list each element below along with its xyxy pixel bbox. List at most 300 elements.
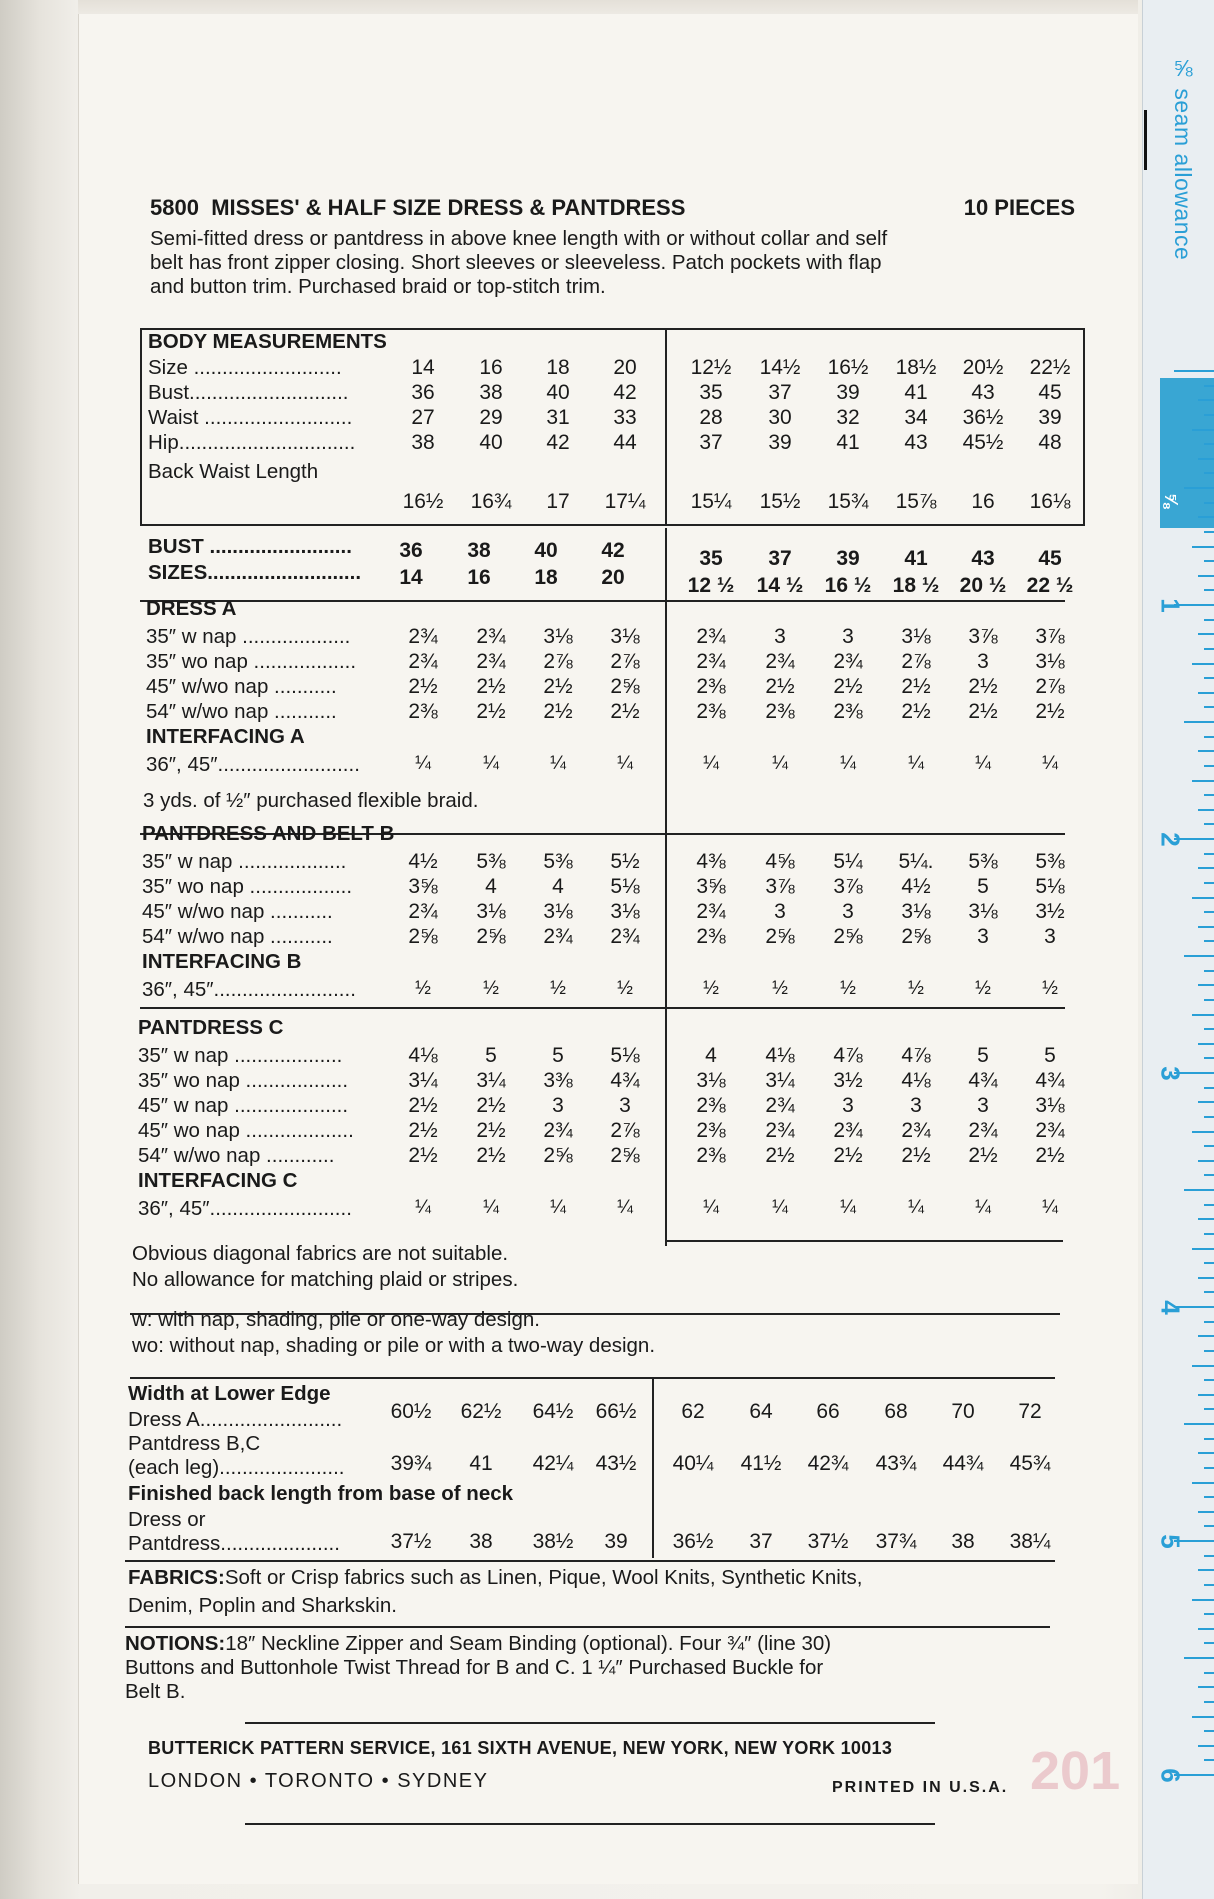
half-size-value: 3⅞ bbox=[1035, 625, 1065, 648]
half-size-value: ¼ bbox=[703, 1197, 719, 1218]
ruler-tick bbox=[1204, 1204, 1214, 1206]
misses-value: 3⅛ bbox=[543, 900, 573, 923]
half-size-value: 30 bbox=[768, 406, 792, 429]
half-size-value: 3¼ bbox=[765, 1069, 795, 1092]
misses-value: 2¾ bbox=[408, 650, 438, 673]
misses-value: 2⅝ bbox=[543, 1144, 573, 1167]
misses-value: ½ bbox=[617, 978, 633, 999]
misses-value: ¼ bbox=[617, 1197, 633, 1218]
notions-line-3: Belt B. bbox=[125, 1680, 186, 1703]
misses-value: 3¼ bbox=[408, 1069, 438, 1092]
ruler-tick bbox=[1204, 882, 1214, 884]
half-size-value: 5¼ bbox=[833, 850, 863, 873]
half-size-value: ½ bbox=[1042, 978, 1058, 999]
ruler-tick bbox=[1204, 999, 1214, 1001]
misses-value: 17 bbox=[546, 490, 570, 513]
misses-value: 2⅝ bbox=[610, 675, 640, 698]
misses-value: 3 bbox=[552, 1094, 564, 1117]
ruler-tick bbox=[1204, 1672, 1214, 1674]
row-label: 45″ w/wo nap ........... bbox=[146, 675, 337, 698]
ruler-number: 6 bbox=[1155, 1768, 1186, 1783]
ruler-tick bbox=[1198, 1043, 1214, 1045]
ruler-tick bbox=[1204, 1613, 1214, 1615]
misses-value: 16½ bbox=[402, 490, 444, 513]
pant-width-label-2: (each leg)...................... bbox=[128, 1456, 345, 1479]
misses-value: ½ bbox=[550, 978, 566, 999]
misses-value: 2½ bbox=[476, 1119, 506, 1142]
ruler-tick bbox=[1198, 1160, 1214, 1162]
half-size-value: ½ bbox=[908, 978, 924, 999]
size-value: 16 ½ bbox=[824, 574, 872, 597]
misses-value: 42 bbox=[546, 431, 570, 454]
finished-label-1: Dress or bbox=[128, 1508, 206, 1531]
half-size-value: 3 bbox=[774, 900, 786, 923]
half-size-value: 37 bbox=[749, 1530, 773, 1553]
rule-dress-a bbox=[140, 600, 1065, 602]
ruler-tick bbox=[1204, 1467, 1214, 1469]
misses-value: 2¾ bbox=[543, 925, 573, 948]
size-value: 22 ½ bbox=[1026, 574, 1074, 597]
half-size-value: 2½ bbox=[1035, 1144, 1065, 1167]
half-size-value: ¼ bbox=[1042, 1197, 1058, 1218]
misses-value: 5⅜ bbox=[476, 850, 506, 873]
ruler-tick bbox=[1192, 1482, 1214, 1484]
publisher-address: BUTTERICK PATTERN SERVICE, 161 SIXTH AVENUE, NEW YORK, NEW YORK 10013 bbox=[148, 1738, 893, 1758]
notions-line-2: Buttons and Buttonhole Twist Thread for B and C. 1 ¼″ Purchased Buckle for bbox=[125, 1656, 824, 1679]
ruler-tick bbox=[1204, 1555, 1214, 1557]
def-wo: wo: without nap, shading or pile or with a two-way design. bbox=[132, 1334, 656, 1357]
rule-fabrics bbox=[125, 1560, 1055, 1562]
ruler-tick bbox=[1204, 940, 1214, 942]
half-size-value: ½ bbox=[840, 978, 856, 999]
misses-value: 2⅞ bbox=[543, 650, 573, 673]
bust-value: 39 bbox=[836, 547, 860, 570]
half-size-value: 3⅛ bbox=[696, 1069, 726, 1092]
ruler-tick bbox=[1198, 867, 1214, 869]
ruler-tick bbox=[1174, 370, 1214, 372]
half-size-value: 43¾ bbox=[875, 1452, 917, 1475]
ruler-tick bbox=[1184, 1189, 1214, 1191]
ruler-tick bbox=[1204, 414, 1214, 416]
row-label: 35″ w nap ................... bbox=[146, 625, 351, 648]
half-size-value: 37¾ bbox=[875, 1530, 917, 1553]
row-label: 35″ wo nap .................. bbox=[138, 1069, 349, 1092]
half-size-value: 4¾ bbox=[968, 1069, 998, 1092]
misses-value: 38 bbox=[479, 381, 503, 404]
half-size-value: 36½ bbox=[962, 406, 1004, 429]
ruler-tick bbox=[1198, 926, 1214, 928]
ruler-tick bbox=[1204, 1525, 1214, 1527]
half-size-value: 68 bbox=[884, 1400, 908, 1423]
half-size-value: 70 bbox=[951, 1400, 975, 1423]
misses-value: 41 bbox=[469, 1452, 493, 1475]
half-size-value: 2½ bbox=[833, 675, 863, 698]
bust-value: 42 bbox=[601, 539, 625, 562]
ruler-tick bbox=[1204, 1262, 1214, 1264]
misses-value: 16 bbox=[479, 356, 503, 379]
misses-value: 64½ bbox=[532, 1400, 574, 1423]
half-size-value: 2⅝ bbox=[833, 925, 863, 948]
misses-value: 2½ bbox=[408, 1144, 438, 1167]
misses-value: 4 bbox=[485, 875, 497, 898]
ruler-tick bbox=[1198, 1686, 1214, 1688]
misses-value: ¼ bbox=[550, 1197, 566, 1218]
half-size-value: 2⅜ bbox=[696, 925, 726, 948]
misses-value: 2⅞ bbox=[610, 650, 640, 673]
dress_a-heading: DRESS A bbox=[146, 597, 237, 620]
half-size-value: ½ bbox=[703, 978, 719, 999]
ruler-tick bbox=[1204, 443, 1214, 445]
half-size-value: 2¾ bbox=[968, 1119, 998, 1142]
ruler-tick bbox=[1198, 1745, 1214, 1747]
half-size-value: 15⅞ bbox=[895, 490, 937, 513]
ruler-tick bbox=[1204, 1350, 1214, 1352]
half-size-value: 34 bbox=[904, 406, 928, 429]
ruler-blue-label: ⅝ bbox=[1161, 492, 1182, 509]
half-size-value: 4 bbox=[705, 1044, 717, 1067]
half-size-value: 44¾ bbox=[942, 1452, 984, 1475]
half-size-value: 3 bbox=[842, 900, 854, 923]
misses-value: ¼ bbox=[617, 753, 633, 774]
ruler-tick bbox=[1204, 531, 1214, 533]
half-size-value: 16 bbox=[971, 490, 995, 513]
half-size-value: 20½ bbox=[962, 356, 1004, 379]
misses-value: 3⅜ bbox=[543, 1069, 573, 1092]
misses-value: 3⅛ bbox=[543, 625, 573, 648]
row-label: 36″, 45″......................... bbox=[146, 753, 360, 776]
misses-value: 5⅛ bbox=[610, 875, 640, 898]
braid-note: 3 yds. of ½″ purchased flexible braid. bbox=[143, 789, 479, 812]
size-value: 20 ½ bbox=[959, 574, 1007, 597]
half-size-value: 5¼. bbox=[898, 850, 934, 873]
half-size-value: 3⅛ bbox=[901, 625, 931, 648]
pantdress_b-heading: PANTDRESS AND BELT B bbox=[142, 822, 395, 845]
ruler-tick bbox=[1204, 706, 1214, 708]
half-size-value: 2⅜ bbox=[696, 1119, 726, 1142]
half-size-value: 3 bbox=[842, 1094, 854, 1117]
misses-value: 2½ bbox=[476, 1144, 506, 1167]
half-size-value: ¼ bbox=[975, 1197, 991, 1218]
ruler-tick bbox=[1204, 1321, 1214, 1323]
row-label: 35″ w nap ................... bbox=[138, 1044, 343, 1067]
ruler-tick bbox=[1198, 516, 1214, 518]
half-size-value: 2¾ bbox=[833, 650, 863, 673]
size-value: 16 bbox=[467, 566, 491, 589]
bust-value: 35 bbox=[699, 547, 723, 570]
size-value: 14 bbox=[399, 566, 423, 589]
misses-value: ¼ bbox=[415, 1197, 431, 1218]
ruler-tick bbox=[1204, 502, 1214, 504]
pant-width-label-1: Pantdress B,C bbox=[128, 1432, 261, 1455]
row-label: Waist .......................... bbox=[148, 406, 353, 429]
misses-value: 39¾ bbox=[390, 1452, 432, 1475]
misses-value: 4⅛ bbox=[408, 1044, 438, 1067]
half-size-value: 2½ bbox=[1035, 700, 1065, 723]
half-size-value: 2⅜ bbox=[696, 675, 726, 698]
dress_a-interfacing-heading: INTERFACING A bbox=[146, 725, 305, 748]
misses-value: 2⅝ bbox=[610, 1144, 640, 1167]
half-size-value: ¼ bbox=[840, 753, 856, 774]
ruler-tick bbox=[1204, 619, 1214, 621]
misses-value: 16¾ bbox=[470, 490, 512, 513]
half-size-value: 4⅞ bbox=[901, 1044, 931, 1067]
half-size-value: 2½ bbox=[968, 1144, 998, 1167]
misses-value: 3⅝ bbox=[408, 875, 438, 898]
ruler-tick bbox=[1204, 1730, 1214, 1732]
misses-value: 2¾ bbox=[476, 625, 506, 648]
half-size-value: 2½ bbox=[833, 1144, 863, 1167]
misses-value: 17¼ bbox=[604, 490, 646, 513]
ruler-tick bbox=[1198, 575, 1214, 577]
misses-value: 2½ bbox=[476, 700, 506, 723]
misses-value: ½ bbox=[415, 978, 431, 999]
misses-value: 3⅛ bbox=[610, 900, 640, 923]
row-label: 54″ w/wo nap ........... bbox=[142, 925, 333, 948]
half-size-value: 2½ bbox=[901, 1144, 931, 1167]
ruler-tick bbox=[1204, 677, 1214, 679]
ruler-tick bbox=[1204, 1145, 1214, 1147]
misses-value: 2½ bbox=[543, 675, 573, 698]
misses-value: ¼ bbox=[483, 753, 499, 774]
note-plaid: No allowance for matching plaid or stripes. bbox=[132, 1268, 519, 1291]
notions-line-1: NOTIONS:18″ Neckline Zipper and Seam Binding (optional). Four ¾″ (line 30) bbox=[125, 1632, 832, 1655]
ruler-edge-mark bbox=[1144, 110, 1147, 170]
misses-value: 42 bbox=[613, 381, 637, 404]
ruler-tick bbox=[1204, 648, 1214, 650]
misses-value: 2½ bbox=[408, 675, 438, 698]
misses-value: ¼ bbox=[415, 753, 431, 774]
publisher-cities: LONDON • TORONTO • SYDNEY bbox=[148, 1770, 489, 1792]
half-size-value: 5⅜ bbox=[968, 850, 998, 873]
misses-value: 31 bbox=[546, 406, 570, 429]
rule-interfacing-c bbox=[665, 1240, 1063, 1242]
misses-value: 2¾ bbox=[476, 650, 506, 673]
half-size-value: 43 bbox=[971, 381, 995, 404]
ruler-tick bbox=[1184, 487, 1214, 489]
row-label: 54″ w/wo nap ............ bbox=[138, 1144, 335, 1167]
ruler-tick bbox=[1184, 955, 1214, 957]
half-size-value: 3⅞ bbox=[833, 875, 863, 898]
ruler-tick bbox=[1192, 1131, 1214, 1133]
misses-value: 5 bbox=[552, 1044, 564, 1067]
half-size-value: ¼ bbox=[703, 753, 719, 774]
ruler-tick bbox=[1204, 1379, 1214, 1381]
misses-value: 3⅛ bbox=[610, 625, 640, 648]
row-label: 35″ wo nap .................. bbox=[146, 650, 357, 673]
pantdress_b-interfacing-heading: INTERFACING B bbox=[142, 950, 302, 973]
ruler-tick bbox=[1198, 1101, 1214, 1103]
half-size-value: 3 bbox=[977, 925, 989, 948]
finished-label-2: Pantdress..................... bbox=[128, 1532, 340, 1555]
half-size-value: 62 bbox=[681, 1400, 705, 1423]
half-size-value: 2¾ bbox=[696, 625, 726, 648]
ruler-tick bbox=[1184, 721, 1214, 723]
ruler-tick bbox=[1204, 560, 1214, 562]
size-value: 18 bbox=[534, 566, 558, 589]
half-size-value: 4⅜ bbox=[696, 850, 726, 873]
bust-value: 40 bbox=[534, 539, 558, 562]
half-size-value: 2⅞ bbox=[901, 650, 931, 673]
row-label: 35″ w nap ................... bbox=[142, 850, 347, 873]
half-size-value: 3⅞ bbox=[968, 625, 998, 648]
pattern-pieces: 10 PIECES bbox=[963, 195, 1075, 220]
ruler-tick bbox=[1198, 984, 1214, 986]
half-size-value: 2¾ bbox=[1035, 1119, 1065, 1142]
back-waist-label: Back Waist Length bbox=[148, 460, 319, 483]
pantdress_c-heading: PANTDRESS C bbox=[138, 1016, 284, 1039]
ruler-tick bbox=[1204, 911, 1214, 913]
half-size-value: 45¾ bbox=[1009, 1452, 1051, 1475]
half-size-value: 2⅜ bbox=[696, 700, 726, 723]
half-size-value: 45 bbox=[1038, 381, 1062, 404]
misses-value: 2⅞ bbox=[610, 1119, 640, 1142]
half-size-value: 3 bbox=[774, 625, 786, 648]
half-size-value: ¼ bbox=[908, 753, 924, 774]
half-size-value: ½ bbox=[772, 978, 788, 999]
half-size-value: ¼ bbox=[1042, 753, 1058, 774]
ruler-tick bbox=[1192, 1014, 1214, 1016]
row-label: 35″ wo nap .................. bbox=[142, 875, 353, 898]
half-size-value: 2⅜ bbox=[833, 700, 863, 723]
row-label: 36″, 45″......................... bbox=[142, 978, 356, 1001]
misses-value: 38 bbox=[411, 431, 435, 454]
ruler-tick bbox=[1204, 1116, 1214, 1118]
size-value: 18 ½ bbox=[892, 574, 940, 597]
misses-value: 43½ bbox=[595, 1452, 637, 1475]
ruler-tick bbox=[1192, 1599, 1214, 1601]
half-size-value: 3⅞ bbox=[765, 875, 795, 898]
misses-value: 27 bbox=[411, 406, 435, 429]
misses-value: 40 bbox=[479, 431, 503, 454]
ruler-tick bbox=[1204, 736, 1214, 738]
half-size-value: 43 bbox=[904, 431, 928, 454]
half-size-value: 3 bbox=[1044, 925, 1056, 948]
ruler-tick bbox=[1198, 1394, 1214, 1396]
row-label: Size .......................... bbox=[148, 356, 342, 379]
half-size-value: 37 bbox=[699, 431, 723, 454]
half-size-value: 72 bbox=[1018, 1400, 1042, 1423]
pattern-name: MISSES' & HALF SIZE DRESS & PANTDRESS bbox=[211, 195, 686, 220]
misses-value: 3 bbox=[619, 1094, 631, 1117]
half-size-value: 2½ bbox=[968, 675, 998, 698]
half-size-value: 3⅛ bbox=[901, 900, 931, 923]
half-size-value: ¼ bbox=[975, 753, 991, 774]
ruler-tick bbox=[1204, 853, 1214, 855]
ruler-tick bbox=[1198, 633, 1214, 635]
half-size-value: 39 bbox=[836, 381, 860, 404]
half-size-value: 66 bbox=[816, 1400, 840, 1423]
ruler-tick bbox=[1192, 1716, 1214, 1718]
ruler-number: 3 bbox=[1155, 1066, 1186, 1081]
half-size-value: 15¼ bbox=[690, 490, 732, 513]
half-size-value: 3½ bbox=[833, 1069, 863, 1092]
half-size-value: 40¼ bbox=[672, 1452, 714, 1475]
ruler-tick bbox=[1204, 970, 1214, 972]
half-size-value: 4⅛ bbox=[901, 1069, 931, 1092]
row-label: 45″ wo nap ................... bbox=[138, 1119, 354, 1142]
misses-value: 5⅛ bbox=[610, 1044, 640, 1067]
yardage-divider bbox=[665, 528, 667, 1246]
ruler-tick bbox=[1204, 1701, 1214, 1703]
ruler-tick bbox=[1198, 1452, 1214, 1454]
half-size-value: 35 bbox=[699, 381, 723, 404]
ruler-tick bbox=[1204, 1233, 1214, 1235]
misses-value: 2½ bbox=[408, 1094, 438, 1117]
misses-value: 39 bbox=[604, 1530, 628, 1553]
ruler-tick bbox=[1204, 1057, 1214, 1059]
half-size-value: 4½ bbox=[901, 875, 931, 898]
ruler-number: 2 bbox=[1155, 832, 1186, 847]
row-label: 45″ w nap .................... bbox=[138, 1094, 349, 1117]
half-size-value: 2½ bbox=[901, 700, 931, 723]
ruler-tick bbox=[1198, 1628, 1214, 1630]
half-size-value: 3 bbox=[842, 625, 854, 648]
fabrics-line-1: FABRICS:Soft or Crisp fabrics such as Linen, Pique, Wool Knits, Synthetic Knits, bbox=[128, 1566, 863, 1589]
misses-value: 4 bbox=[552, 875, 564, 898]
half-size-value: 3⅛ bbox=[968, 900, 998, 923]
misses-value: 2½ bbox=[610, 700, 640, 723]
ruler-tick bbox=[1192, 1248, 1214, 1250]
half-size-value: 48 bbox=[1038, 431, 1062, 454]
body-measurements-divider bbox=[665, 328, 667, 526]
half-size-value: 2¾ bbox=[901, 1119, 931, 1142]
ruler-tick bbox=[1204, 1496, 1214, 1498]
fabrics-line-2: Denim, Poplin and Sharkskin. bbox=[128, 1594, 397, 1617]
half-size-value: 4⅞ bbox=[833, 1044, 863, 1067]
rule-notions bbox=[125, 1626, 1050, 1628]
size-value: 14 ½ bbox=[756, 574, 804, 597]
ruler-tick bbox=[1204, 1087, 1214, 1089]
misses-value: 18 bbox=[546, 356, 570, 379]
half-size-value: 41 bbox=[836, 431, 860, 454]
bust-value: 36 bbox=[399, 539, 423, 562]
rule-pantdress-c bbox=[140, 1007, 1065, 1009]
misses-value: 20 bbox=[613, 356, 637, 379]
misses-value: 60½ bbox=[390, 1400, 432, 1423]
ruler-tick bbox=[1204, 1408, 1214, 1410]
half-size-value: 28 bbox=[699, 406, 723, 429]
half-size-value: 5 bbox=[1044, 1044, 1056, 1067]
ruler-tick bbox=[1204, 472, 1214, 474]
half-size-value: 38¼ bbox=[1009, 1530, 1051, 1553]
misses-value: 5⅜ bbox=[543, 850, 573, 873]
misses-value: 2½ bbox=[543, 700, 573, 723]
pantdress_c-interfacing-heading: INTERFACING C bbox=[138, 1169, 298, 1192]
misses-value: 2⅝ bbox=[476, 925, 506, 948]
half-size-value: 5 bbox=[977, 875, 989, 898]
ruler-tick bbox=[1204, 1642, 1214, 1644]
half-size-value: 2⅜ bbox=[696, 1094, 726, 1117]
misses-value: 2¾ bbox=[543, 1119, 573, 1142]
ruler-tick bbox=[1204, 385, 1214, 387]
misses-value: 2½ bbox=[476, 1094, 506, 1117]
half-size-value: 4⅝ bbox=[765, 850, 795, 873]
ruler-tick bbox=[1204, 1174, 1214, 1176]
misses-value: 33 bbox=[613, 406, 637, 429]
row-label: 54″ w/wo nap ........... bbox=[146, 700, 337, 723]
half-size-value: 41½ bbox=[740, 1452, 782, 1475]
half-size-value: 2½ bbox=[765, 675, 795, 698]
ruler-tick bbox=[1184, 1423, 1214, 1425]
misses-value: 38½ bbox=[532, 1530, 574, 1553]
ruler-tick bbox=[1204, 589, 1214, 591]
half-size-value: 2⅜ bbox=[765, 700, 795, 723]
half-size-value: 2⅝ bbox=[765, 925, 795, 948]
half-size-value: 22½ bbox=[1029, 356, 1071, 379]
misses-value: ¼ bbox=[483, 1197, 499, 1218]
size-value: 12 ½ bbox=[687, 574, 735, 597]
ruler-number: 4 bbox=[1155, 1300, 1186, 1315]
